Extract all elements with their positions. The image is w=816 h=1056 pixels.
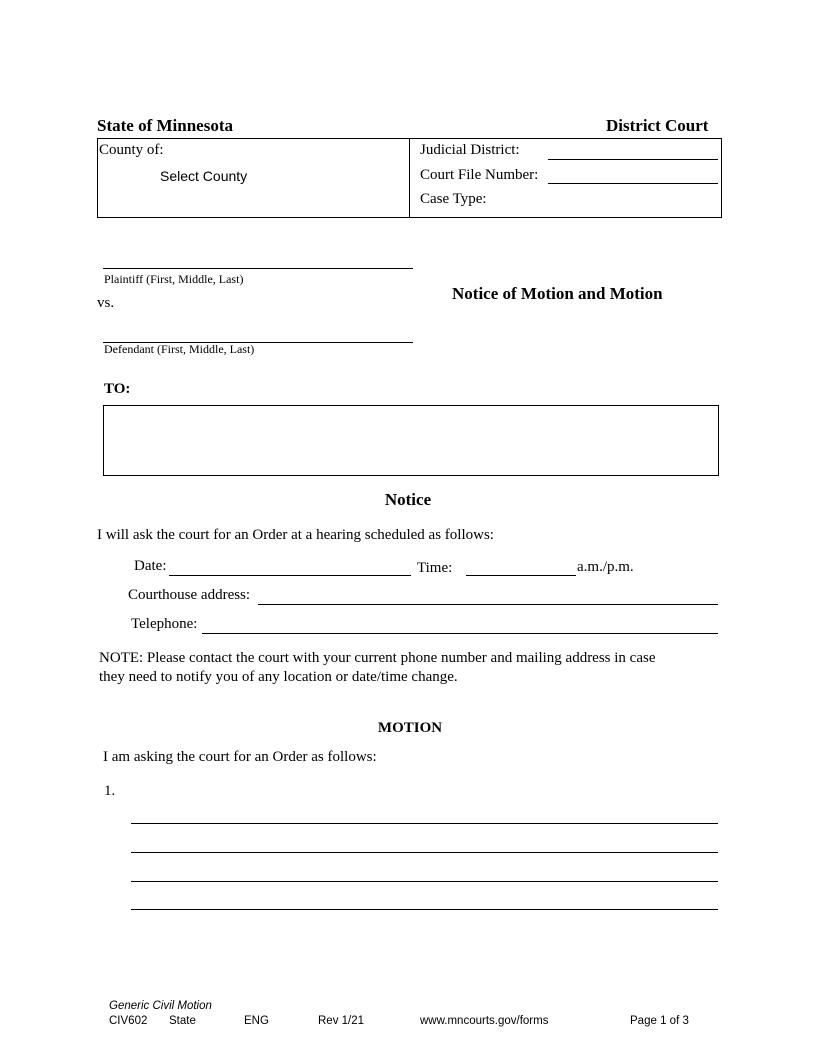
motion-item-number: 1. <box>104 783 116 799</box>
motion-intro: I am asking the court for an Order as follows: <box>103 749 377 765</box>
court-file-number-field[interactable] <box>548 183 718 184</box>
footer-revision: Rev 1/21 <box>318 1015 365 1027</box>
county-label: County of: <box>99 142 164 158</box>
vs-label: vs. <box>97 295 115 311</box>
to-recipient-box[interactable] <box>103 405 719 476</box>
courthouse-address-field[interactable] <box>258 604 718 605</box>
motion-line[interactable] <box>131 881 718 882</box>
telephone-field[interactable] <box>202 633 718 634</box>
judicial-district-field[interactable] <box>548 159 718 160</box>
case-type-label: Case Type: <box>420 191 487 207</box>
state-heading: State of Minnesota <box>97 116 233 135</box>
notice-heading: Notice <box>384 490 432 509</box>
time-label: Time: <box>417 560 453 576</box>
court-file-number-label: Court File Number: <box>420 167 539 183</box>
footer-page-label: Page <box>630 1015 657 1027</box>
motion-heading: MOTION <box>377 720 443 736</box>
footer-form-code: CIV602 <box>109 1015 148 1027</box>
note-line-1: NOTE: Please contact the court with your current phone number and mailing address in case <box>99 650 656 666</box>
motion-line[interactable] <box>131 852 718 853</box>
date-field[interactable] <box>169 575 411 576</box>
court-heading: District Court <box>606 116 709 135</box>
footer-page-number <box>630 1015 689 1027</box>
time-field[interactable] <box>466 575 576 576</box>
footer-page-current: 1 <box>660 1015 667 1027</box>
plaintiff-label: Plaintiff (First, Middle, Last) <box>104 272 244 286</box>
notice-intro: I will ask the court for an Order at a hearing scheduled as follows: <box>97 527 494 543</box>
footer-website[interactable]: www.mncourts.gov/forms <box>420 1015 549 1027</box>
footer-page-total: 3 <box>682 1015 689 1027</box>
note-line-2: they need to notify you of any location or date/time change. <box>99 669 458 685</box>
footer-page-of: of <box>669 1015 680 1027</box>
document-title: Notice of Motion and Motion <box>452 284 663 303</box>
time-suffix: a.m./p.m. <box>577 559 634 575</box>
plaintiff-field[interactable] <box>103 268 413 269</box>
to-label: TO: <box>104 381 131 397</box>
county-select[interactable]: Select County <box>160 168 248 184</box>
courthouse-address-label: Courthouse address: <box>128 587 251 603</box>
footer-language: ENG <box>244 1015 269 1027</box>
caption-divider <box>409 138 410 218</box>
telephone-label: Telephone: <box>131 616 198 632</box>
footer-form-title: Generic Civil Motion <box>109 1000 212 1012</box>
date-label: Date: <box>134 558 167 574</box>
footer-jurisdiction: State <box>169 1015 196 1027</box>
motion-line[interactable] <box>131 909 718 910</box>
judicial-district-label: Judicial District: <box>420 142 520 158</box>
defendant-label: Defendant (First, Middle, Last) <box>104 342 255 356</box>
motion-line[interactable] <box>131 823 718 824</box>
